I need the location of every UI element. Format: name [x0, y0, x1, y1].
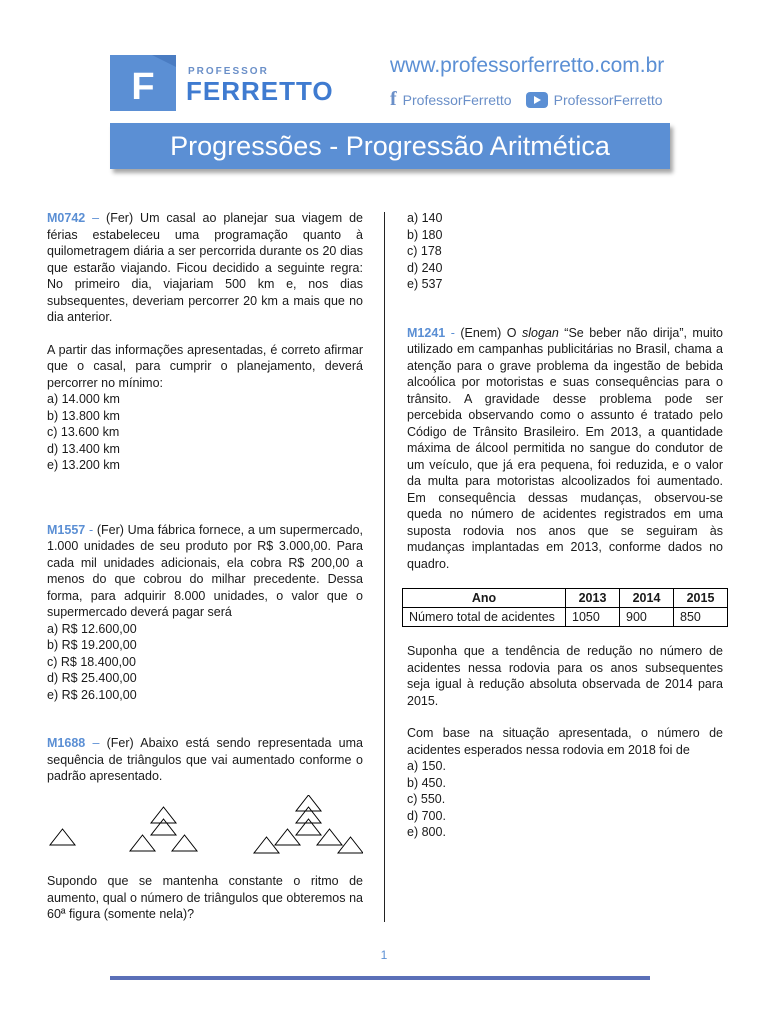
q2-option-c: c) R$ 18.400,00: [47, 654, 136, 669]
q3-text: (Fer) Abaixo está sendo representada uma sequência de triângulos que vai aumentado conforme o padrão apresentado.: [47, 736, 363, 783]
fig3-triangle: [296, 795, 321, 811]
q4-option-a: a) 150.: [407, 759, 446, 773]
q3-option-a: a) 140: [407, 211, 443, 225]
q3-dash: –: [85, 736, 107, 750]
table-header-cell: 2015: [674, 589, 728, 608]
svg-text:F: F: [131, 66, 155, 108]
q3-option-e: e) 537: [407, 277, 443, 291]
q4-slogan-word: slogan: [521, 325, 559, 340]
q1-text: (Fer) Um casal ao planejar sua viagem de férias estabeleceu uma programação quanto à quilometragem diária a ser percorrida durante os 20 dias que estarão viajando. Ficou decidido a seguinte regra: No primeiro dia, viajariam 500 km e, nos dias subsequentes, deveriam percorrer 20 km a mais que no dia anterior.: [47, 211, 363, 324]
table-row: [403, 608, 728, 627]
site-url[interactable]: www.professorferretto.com.br: [390, 54, 665, 77]
q2-option-d: d) R$ 25.400,00: [47, 671, 137, 685]
q1-statement: [47, 210, 363, 326]
table-cell: Número total de acidentes: [403, 608, 566, 627]
q3-option-d: d) 240: [407, 260, 443, 275]
facebook-handle[interactable]: ProfessorFerretto: [402, 91, 512, 108]
right-column: [407, 210, 723, 841]
q3-options: [407, 210, 723, 293]
table-cell: 850: [674, 608, 728, 627]
fig2-triangle: [172, 835, 197, 851]
q2-text: (Fer) Uma fábrica fornece, a um supermercado, 1.000 unidades de seu produto por R$ 3.000,00. Para cada mil unidades adicionais, ela cobra R$ 200,00 a menos do que cobrou do milhar precedente. Dessa forma, para adquirir 8.000 unidades, o valor que o supermercado deverá pagar será: [47, 522, 363, 619]
youtube-handle[interactable]: ProfessorFerretto: [553, 91, 663, 108]
q3-question: Supondo que se mantenha constante o ritmo de aumento, qual o número de triângulos que obteremos na 60ª figura (somente nela)?: [47, 874, 363, 921]
fig3-triangle: [275, 829, 300, 845]
q4-text-before: (Enem) O: [460, 325, 522, 340]
logo-f-icon: [110, 55, 176, 111]
q1-option-b: b) 13.800 km: [47, 408, 120, 423]
q2-options: [47, 621, 363, 704]
q1-option-a: a) 14.000 km: [47, 392, 120, 406]
q2-option-a: a) R$ 12.600,00: [47, 621, 137, 636]
fig3-triangle: [296, 807, 321, 823]
q3-option-b: b) 180: [407, 227, 443, 242]
fig2-triangle: [151, 807, 176, 823]
page-number: 1: [380, 948, 388, 962]
q1-options: [47, 391, 363, 474]
fig1-triangle: [50, 829, 75, 845]
q1-question: A partir das informações apresentadas, é correto afirmar que o casal, para cumprir o planejamento, deverá percorrer no mínimo:: [47, 342, 363, 390]
q1-option-d: d) 13.400 km: [47, 441, 120, 456]
left-column: [47, 210, 363, 923]
social-links: [390, 88, 663, 111]
fig2-triangle: [151, 819, 176, 835]
q4-statement: [407, 325, 723, 573]
triangle-sequence-figure: [47, 795, 363, 857]
fig3-triangle: [317, 829, 342, 845]
page-title: Progressões - Progressão Aritmética: [110, 123, 670, 169]
q3-statement: [47, 735, 363, 785]
accidents-table: [402, 588, 728, 627]
table-header-cell: 2013: [566, 589, 620, 608]
fig3-triangle: [296, 819, 321, 835]
column-divider: [384, 212, 385, 922]
table-header-cell: 2014: [620, 589, 674, 608]
q4-option-d: d) 700.: [407, 808, 446, 823]
q1-option-c: c) 13.600 km: [47, 425, 120, 439]
table-cell: 900: [620, 608, 674, 627]
q2-statement: [47, 522, 363, 621]
brand-big: FERRETTO: [186, 76, 334, 106]
table-header-row: [403, 589, 728, 608]
q4-dash: -: [445, 325, 461, 340]
q4-options: [407, 758, 723, 841]
logo-box: [110, 55, 176, 111]
q4-text-after: “Se beber não dirija”, muito utilizado em campanhas publicitárias no Brasil, chama a atenção para o grave problema da ingestão de bebida alcoólica por motoristas e suas consequências para o trânsito. A gravidade desse problema pode ser percebida observando como o assunto é tratado pelo Código de Trânsito Brasileiro. Em 2013, a quantidade máxima de álcool permitida no sangue do condutor de um veículo, que já era pequena, foi reduzida, e o valor da multa para motoristas alcoolizados foi aumentado. Em consequência dessas mudanças, observou-se queda no número de acidentes registrados em uma suposta rodovia nos anos que se seguiram às mudanças implantadas em 2013, conforme dados no quadro.: [407, 325, 724, 571]
q2-option-e: e) R$ 26.100,00: [47, 687, 137, 702]
q4-option-e: e) 800.: [407, 825, 446, 839]
youtube-icon: [526, 92, 548, 108]
q4-question: Com base na situação apresentada, o número de acidentes esperados nessa rodovia em 2018 foi de: [407, 726, 723, 757]
facebook-icon: f: [390, 88, 397, 110]
q4-paragraph2: Suponha que a tendência de redução no número de acidentes nessa rodovia para os anos subsequentes seja igual à redução absoluta observada de 2014 para 2015.: [407, 644, 723, 708]
q2-option-b: b) R$ 19.200,00: [47, 638, 137, 652]
q4-option-c: c) 550.: [407, 792, 446, 806]
q3-code: M1688: [47, 736, 86, 750]
fig2-triangle: [130, 835, 155, 851]
footer-line: [110, 976, 650, 980]
q1-dash: –: [85, 211, 107, 225]
q4-option-b: b) 450.: [407, 775, 446, 790]
q2-code: M1557: [47, 522, 86, 537]
brand-small: PROFESSOR: [188, 66, 269, 77]
table-cell: 1050: [566, 608, 620, 627]
q3-option-c: c) 178: [407, 244, 442, 258]
q2-dash: -: [85, 522, 97, 537]
q1-option-e: e) 13.200 km: [47, 458, 120, 472]
q1-code: M0742: [47, 211, 86, 225]
q4-code: M1241: [407, 325, 446, 340]
table-header-cell: Ano: [403, 589, 566, 608]
